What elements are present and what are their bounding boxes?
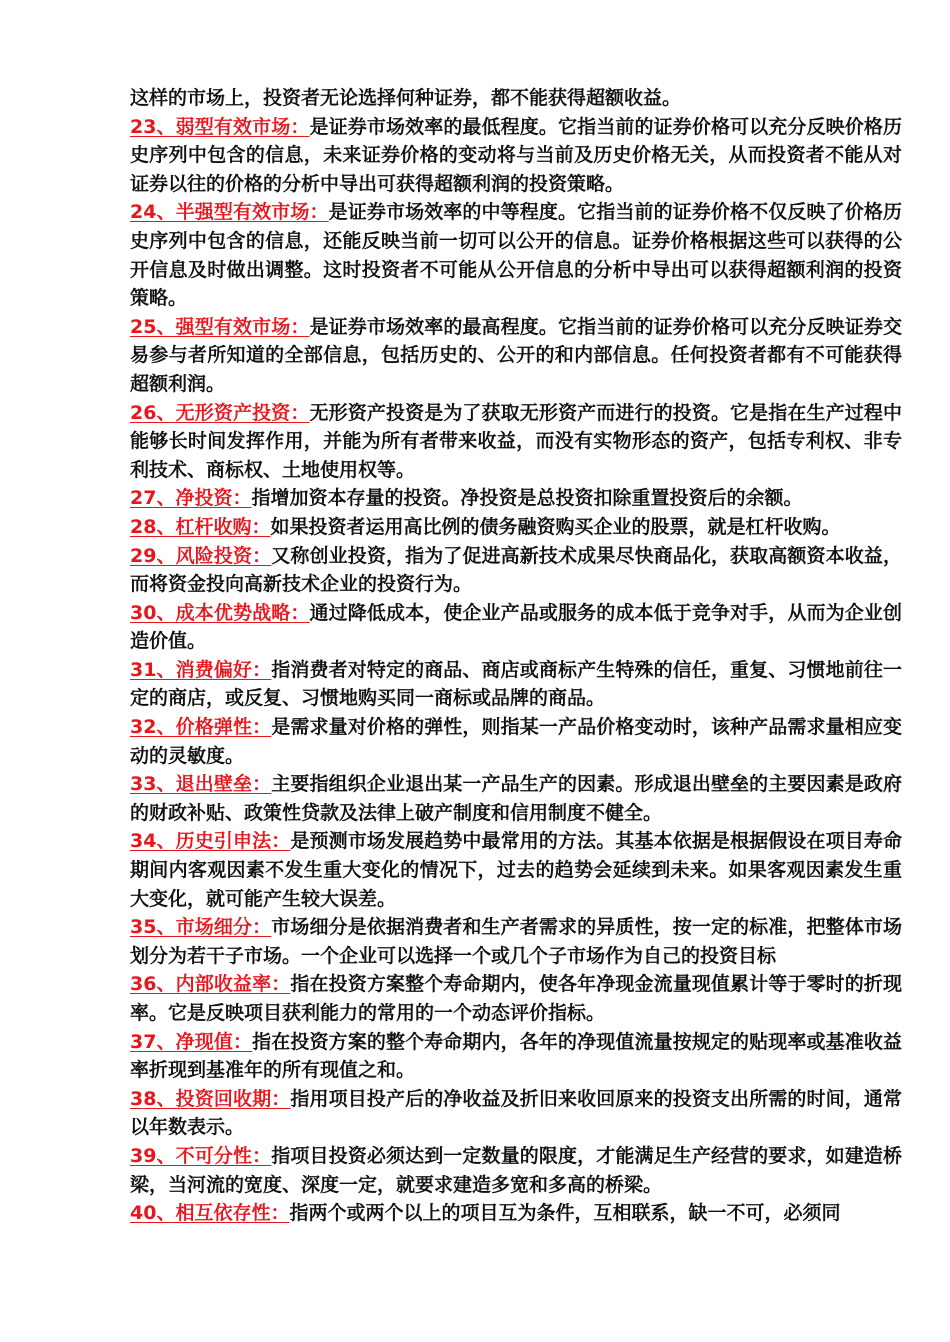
- glossary-definition: 主要指组织企业退出某一产品生产的因素。形成退出壁垒的主要因素是政府的财政补贴、政策性贷款及法律上破产制度和信用制度不健全。: [130, 773, 902, 824]
- glossary-term: 23、弱型有效市场：: [130, 115, 310, 138]
- glossary-entry: [130, 770, 902, 827]
- glossary-entry: [130, 484, 902, 513]
- glossary-definition: 通过降低成本，使企业产品或服务的成本低于竞争对手，从而为企业创造价值。: [130, 601, 902, 653]
- glossary-entry: [130, 1199, 902, 1228]
- document-page: [130, 84, 902, 1228]
- glossary-definition: 无形资产投资是为了获取无形资产而进行的投资。它是指在生产过程中能够长时间发挥作用，并能为所有者带来收益，而没有实物形态的资产，包括专利权、非专利技术、商标权、土地使用权等。: [130, 401, 902, 481]
- glossary-definition: 是证券市场效率的最低程度。它指当前的证券价格可以充分反映价格历史序列中包含的信息，未来证券价格的变动将与当前及历史价格无关，从而投资者不能从对证券以往的价格的分析中导出可获得超额利润的投资策略。: [130, 115, 902, 195]
- glossary-entry: [130, 1142, 902, 1199]
- glossary-entry: [130, 1085, 902, 1142]
- glossary-term: 27、净投资：: [130, 487, 252, 510]
- glossary-term: 35、市场细分：: [130, 916, 272, 939]
- glossary-definition: 指在投资方案整个寿命期内，使各年净现金流量现值累计等于零时的折现率。它是反映项目获利能力的常用的一个动态评价指标。: [130, 973, 902, 1024]
- glossary-term: 31、消费偏好：: [130, 658, 272, 681]
- glossary-entry: [130, 399, 902, 485]
- glossary-entry: [130, 970, 902, 1027]
- glossary-term: 36、内部收益率：: [130, 973, 291, 996]
- glossary-definition: 如果投资者运用高比例的债务融资购买企业的股票，就是杠杆收购。: [270, 515, 841, 538]
- glossary-term: 39、不可分性：: [130, 1144, 272, 1167]
- glossary-entry: [130, 198, 902, 312]
- glossary-list: [130, 113, 902, 1228]
- glossary-term: 40、相互依存性：: [130, 1202, 290, 1225]
- glossary-definition: 市场细分是依据消费者和生产者需求的异质性，按一定的标准，把整体市场划分为若干子市场。一个企业可以选择一个或几个子市场作为自己的投资目标: [130, 916, 902, 967]
- glossary-definition: 指消费者对特定的商品、商店或商标产生特殊的信任，重复、习惯地前往一定的商店，或反复、习惯地购买同一商标或品牌的商品。: [130, 658, 902, 710]
- glossary-definition: 是证券市场效率的中等程度。它指当前的证券价格不仅反映了价格历史序列中包含的信息，还能反映当前一切可以公开的信息。证券价格根据这些可以获得的公开信息及时做出调整。这时投资者不可能从公开信息的分析中导出可以获得超额利润的投资策略。: [130, 201, 902, 310]
- glossary-entry: [130, 513, 902, 542]
- glossary-term: 34、历史引申法：: [130, 830, 291, 853]
- glossary-entry: [130, 913, 902, 970]
- glossary-definition: 是需求量对价格的弹性，则指某一产品价格变动时，该种产品需求量相应变动的灵敏度。: [130, 716, 902, 767]
- glossary-term: 25、强型有效市场：: [130, 315, 310, 338]
- glossary-entry: [130, 656, 902, 713]
- glossary-entry: [130, 1028, 902, 1085]
- glossary-definition: 指在投资方案的整个寿命期内，各年的净现值流量按规定的贴现率或基准收益率折现到基准年的所有现值之和。: [130, 1030, 902, 1082]
- glossary-definition: 指两个或两个以上的项目互为条件，互相联系，缺一不可，必须同: [289, 1202, 841, 1225]
- intro-text: 这样的市场上，投资者无论选择何种证券，都不能获得超额收益。: [130, 87, 682, 109]
- glossary-term: 29、风险投资：: [130, 544, 272, 567]
- glossary-definition: 指增加资本存量的投资。净投资是总投资扣除重置投资后的余额。: [251, 487, 803, 510]
- glossary-term: 28、杠杆收购：: [130, 515, 271, 538]
- glossary-term: 32、价格弹性：: [130, 716, 272, 739]
- glossary-term: 38、投资回收期：: [130, 1087, 291, 1110]
- glossary-definition: 指用项目投产后的净收益及折旧来收回原来的投资支出所需的时间，通常以年数表示。: [130, 1087, 902, 1139]
- glossary-entry: [130, 827, 902, 913]
- glossary-definition: 是证券市场效率的最高程度。它指当前的证券价格可以充分反映证券交易参与者所知道的全部信息，包括历史的、公开的和内部信息。任何投资者都有不可能获得超额利润。: [130, 315, 902, 395]
- glossary-term: 30、成本优势战略：: [130, 601, 310, 624]
- glossary-entry: [130, 313, 902, 399]
- glossary-definition: 指项目投资必须达到一定数量的限度，才能满足生产经营的要求，如建造桥梁，当河流的宽度、深度一定，就要求建造多宽和多高的桥梁。: [130, 1144, 902, 1196]
- glossary-entry: [130, 113, 902, 199]
- glossary-definition: 是预测市场发展趋势中最常用的方法。其基本依据是根据假设在项目寿命期间内客观因素不发生重大变化的情况下，过去的趋势会延续到未来。如果客观因素发生重大变化，就可能产生较大误差。: [130, 830, 902, 910]
- glossary-term: 33、退出壁垒：: [130, 773, 272, 796]
- glossary-term: 24、半强型有效市场：: [130, 201, 329, 224]
- glossary-term: 37、净现值：: [130, 1030, 253, 1053]
- intro-paragraph: [130, 84, 902, 113]
- glossary-entry: [130, 713, 902, 770]
- glossary-definition: 又称创业投资，指为了促进高新技术成果尽快商品化，获取高额资本收益，而将资金投向高新技术企业的投资行为。: [130, 544, 902, 596]
- glossary-entry: [130, 542, 902, 599]
- glossary-entry: [130, 599, 902, 656]
- glossary-term: 26、无形资产投资：: [130, 401, 310, 424]
